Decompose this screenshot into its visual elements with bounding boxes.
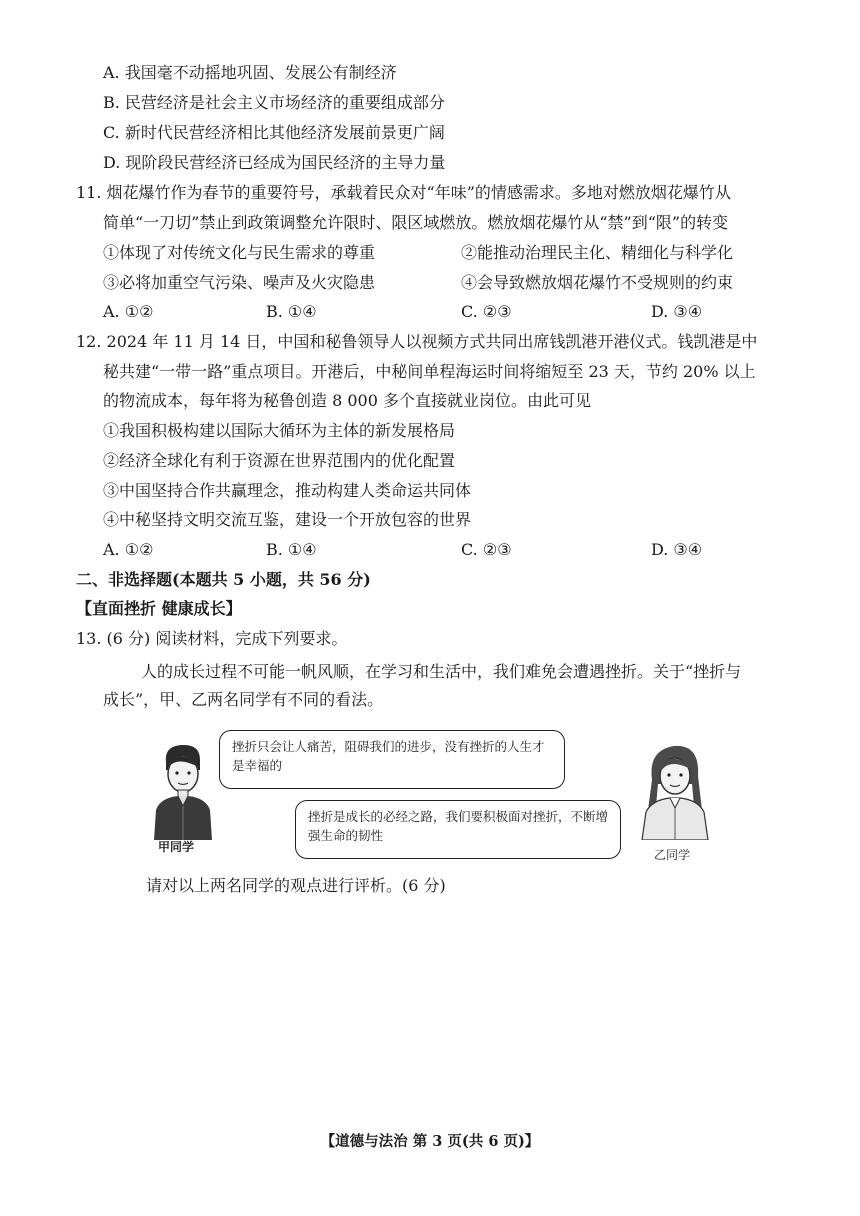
- q11-statement-3: ③必将加重空气污染、噪声及火灾隐患: [103, 273, 376, 292]
- q13-material-line-2: 成长”，甲、乙两名同学有不同的看法。: [103, 690, 384, 709]
- q11-choice-d: D. ③④: [651, 302, 703, 321]
- q12-stem-line-2: 秘共建“一带一路”重点项目。开港后，中秘间单程海运时间将缩短至 23 天，节约 20% 以上: [103, 362, 756, 381]
- q13-question: 请对以上两名同学的观点进行评析。(6 分): [146, 876, 446, 895]
- q11-choice-b: B. ①④: [266, 302, 317, 321]
- q11-choice-a: A. ①②: [103, 302, 154, 321]
- section-2-title: 二、非选择题(本题共 5 小题，共 56 分): [76, 570, 371, 589]
- student-a-caption: 甲同学: [158, 840, 195, 854]
- q12-choice-a: A. ①②: [103, 540, 154, 559]
- q12-stem-line-1: 12. 2024 年 11 月 14 日，中国和秘鲁领导人以视频方式共同出席钱凯港开港仪式。钱凯港是中: [76, 332, 758, 351]
- q12-choice-c: C. ②③: [461, 540, 512, 559]
- student-b-illustration: [636, 740, 716, 840]
- q11-stem-line-1: 11. 烟花爆竹作为春节的重要符号，承载着民众对“年味”的情感需求。多地对燃放烟花爆竹从: [76, 183, 731, 202]
- q11-statement-2: ②能推动治理民主化、精细化与科学化: [461, 243, 734, 262]
- q13-material-line-1: 人的成长过程不可能一帆风顺，在学习和生活中，我们难免会遭遇挫折。关于“挫折与: [141, 662, 742, 681]
- speech-bubble-b: 挫折是成长的必经之路，我们要积极面对挫折，不断增强生命的韧性: [295, 800, 621, 859]
- q11-choice-c: C. ②③: [461, 302, 512, 321]
- q12-statement-4: ④中秘坚持文明交流互鉴，建设一个开放包容的世界: [103, 510, 472, 529]
- q12-choice-b: B. ①④: [266, 540, 317, 559]
- student-b-caption: 乙同学: [654, 848, 691, 862]
- q10-option-c: C. 新时代民营经济相比其他经济发展前景更广阔: [103, 123, 445, 142]
- student-a-illustration: [148, 740, 218, 840]
- subsection-title: 【直面挫折 健康成长】: [76, 599, 242, 618]
- q10-option-b: B. 民营经济是社会主义市场经济的重要组成部分: [103, 93, 445, 112]
- q11-statement-4: ④会导致燃放烟花爆竹不受规则的约束: [461, 273, 734, 292]
- q12-statement-2: ②经济全球化有利于资源在世界范围内的优化配置: [103, 451, 456, 470]
- q10-option-d: D. 现阶段民营经济已经成为国民经济的主导力量: [103, 153, 446, 172]
- q12-statement-3: ③中国坚持合作共赢理念，推动构建人类命运共同体: [103, 481, 472, 500]
- q11-stem-line-2: 简单“一刀切”禁止到政策调整允许限时、限区域燃放。燃放烟花爆竹从“禁”到“限”的转变: [103, 213, 729, 232]
- q11-statement-1: ①体现了对传统文化与民生需求的尊重: [103, 243, 376, 262]
- q12-choice-d: D. ③④: [651, 540, 703, 559]
- page-footer: 【道德与法治 第 3 页(共 6 页)】: [320, 1133, 540, 1150]
- speech-bubble-a: 挫折只会让人痛苦，阻碍我们的进步，没有挫折的人生才是幸福的: [219, 730, 565, 789]
- q12-stem-line-3: 的物流成本，每年将为秘鲁创造 8 000 多个直接就业岗位。由此可见: [103, 391, 591, 410]
- q12-statement-1: ①我国积极构建以国际大循环为主体的新发展格局: [103, 421, 456, 440]
- q10-option-a: A. 我国毫不动摇地巩固、发展公有制经济: [103, 63, 397, 82]
- q13-stem: 13. (6 分) 阅读材料，完成下列要求。: [76, 629, 348, 648]
